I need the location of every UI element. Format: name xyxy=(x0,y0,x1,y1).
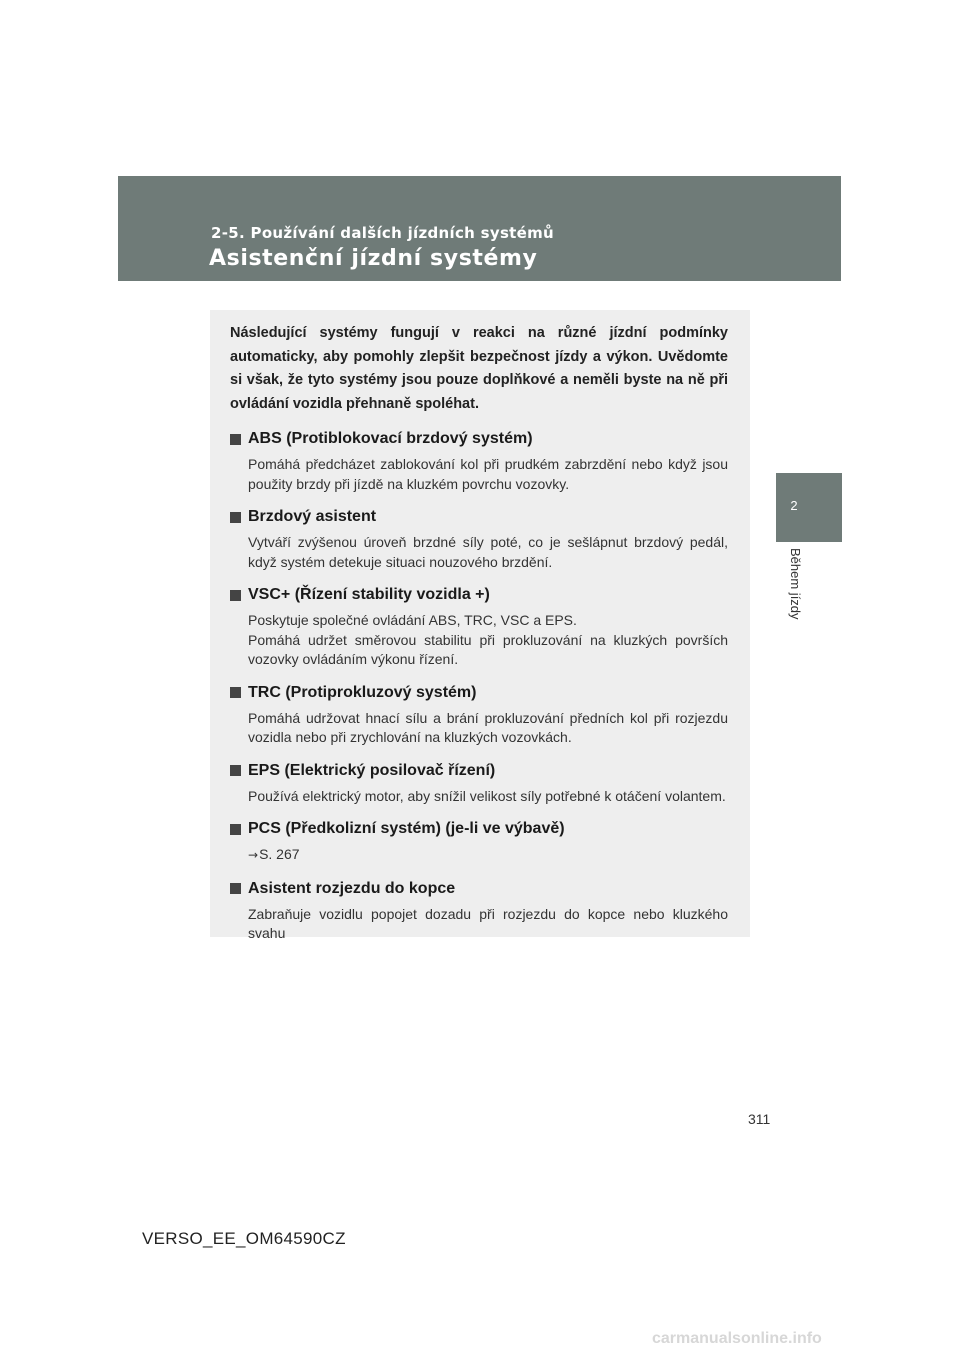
square-bullet-icon xyxy=(230,765,241,776)
square-bullet-icon xyxy=(230,824,241,835)
feature-heading: ABS (Protiblokovací brzdový systém) xyxy=(248,430,533,447)
feature-brake-assist xyxy=(230,507,728,572)
chapter-tab xyxy=(776,473,842,542)
feature-abs xyxy=(230,429,728,494)
feature-eps xyxy=(230,761,728,807)
square-bullet-icon xyxy=(230,512,241,523)
feature-heading: Brzdový asistent xyxy=(248,508,377,525)
feature-heading: VSC+ (Řízení stability vozidla +) xyxy=(248,586,490,603)
feature-heading: PCS (Předkolizní systém) (je-li ve výbavě) xyxy=(248,820,565,837)
feature-description: Pomáhá udržovat hnací sílu a brání prokluzování předních kol při rozjezdu vozidla nebo při zrychlování na kluzkých vozovkách. xyxy=(248,709,728,745)
feature-description: Pomáhá předcházet zablokování kol při prudkém zabrzdění nebo když jsou použity brzdy při jízdě na kluzkém povrchu vozovky. xyxy=(248,456,728,492)
content-box xyxy=(210,310,750,941)
section-label: 2-5. Používání dalších jízdních systémů xyxy=(211,224,555,242)
document-code: VERSO_EE_OM64590CZ xyxy=(142,1229,346,1248)
page-title: Asistenční jízdní systémy xyxy=(209,246,538,271)
chapter-name: Během jízdy xyxy=(788,548,803,620)
square-bullet-icon xyxy=(230,434,241,445)
feature-vsc xyxy=(230,585,728,670)
square-bullet-icon xyxy=(230,687,241,698)
chapter-header-band xyxy=(118,176,841,281)
feature-trc xyxy=(230,683,728,748)
feature-heading: Asistent rozjezdu do kopce xyxy=(248,879,456,897)
feature-description: Vytváří zvýšenou úroveň brzdné síly poté, co je sešlápnut brzdový pedál, když systém detekuje situaci nouzového brzdění. xyxy=(248,534,728,570)
feature-heading: EPS (Elektrický posilovač řízení) xyxy=(248,761,496,779)
feature-hill-start-assist xyxy=(230,879,728,944)
feature-description: Poskytuje společné ovládání ABS, TRC, VSC a EPS. Pomáhá udržet směrovou stabilitu při prokluzování na kluzkých površích vozovky ovládáním výkonu řízení. xyxy=(248,612,728,667)
square-bullet-icon xyxy=(230,883,241,894)
arrow-right-icon: → xyxy=(248,848,259,862)
page-number: 311 xyxy=(748,1111,771,1127)
feature-description: Zabraňuje vozidlu popojet dozadu při rozjezdu do kopce nebo kluzkého svahu xyxy=(248,905,728,941)
feature-description xyxy=(248,845,728,866)
feature-pcs xyxy=(230,819,728,866)
square-bullet-icon xyxy=(230,590,241,601)
watermark: carmanualsonline.info xyxy=(652,1330,822,1347)
intro-paragraph: Následující systémy fungují v reakci na různé jízdní podmínky automaticky, aby pomohly zlepšit bezpečnost jízdy a výkon. Uvědomte si však, že tyto systémy jsou pouze doplňkové a neměli byste na ně při ovládání vozidla přehnaně spoléhat. xyxy=(230,325,728,412)
feature-description: Používá elektrický motor, aby snížil velikost síly potřebné k otáčení volantem. xyxy=(248,787,726,804)
chapter-number: 2 xyxy=(790,498,798,513)
feature-heading: TRC (Protiprokluzový systém) xyxy=(248,683,477,701)
page-reference-link[interactable]: S. 267 xyxy=(259,846,300,862)
